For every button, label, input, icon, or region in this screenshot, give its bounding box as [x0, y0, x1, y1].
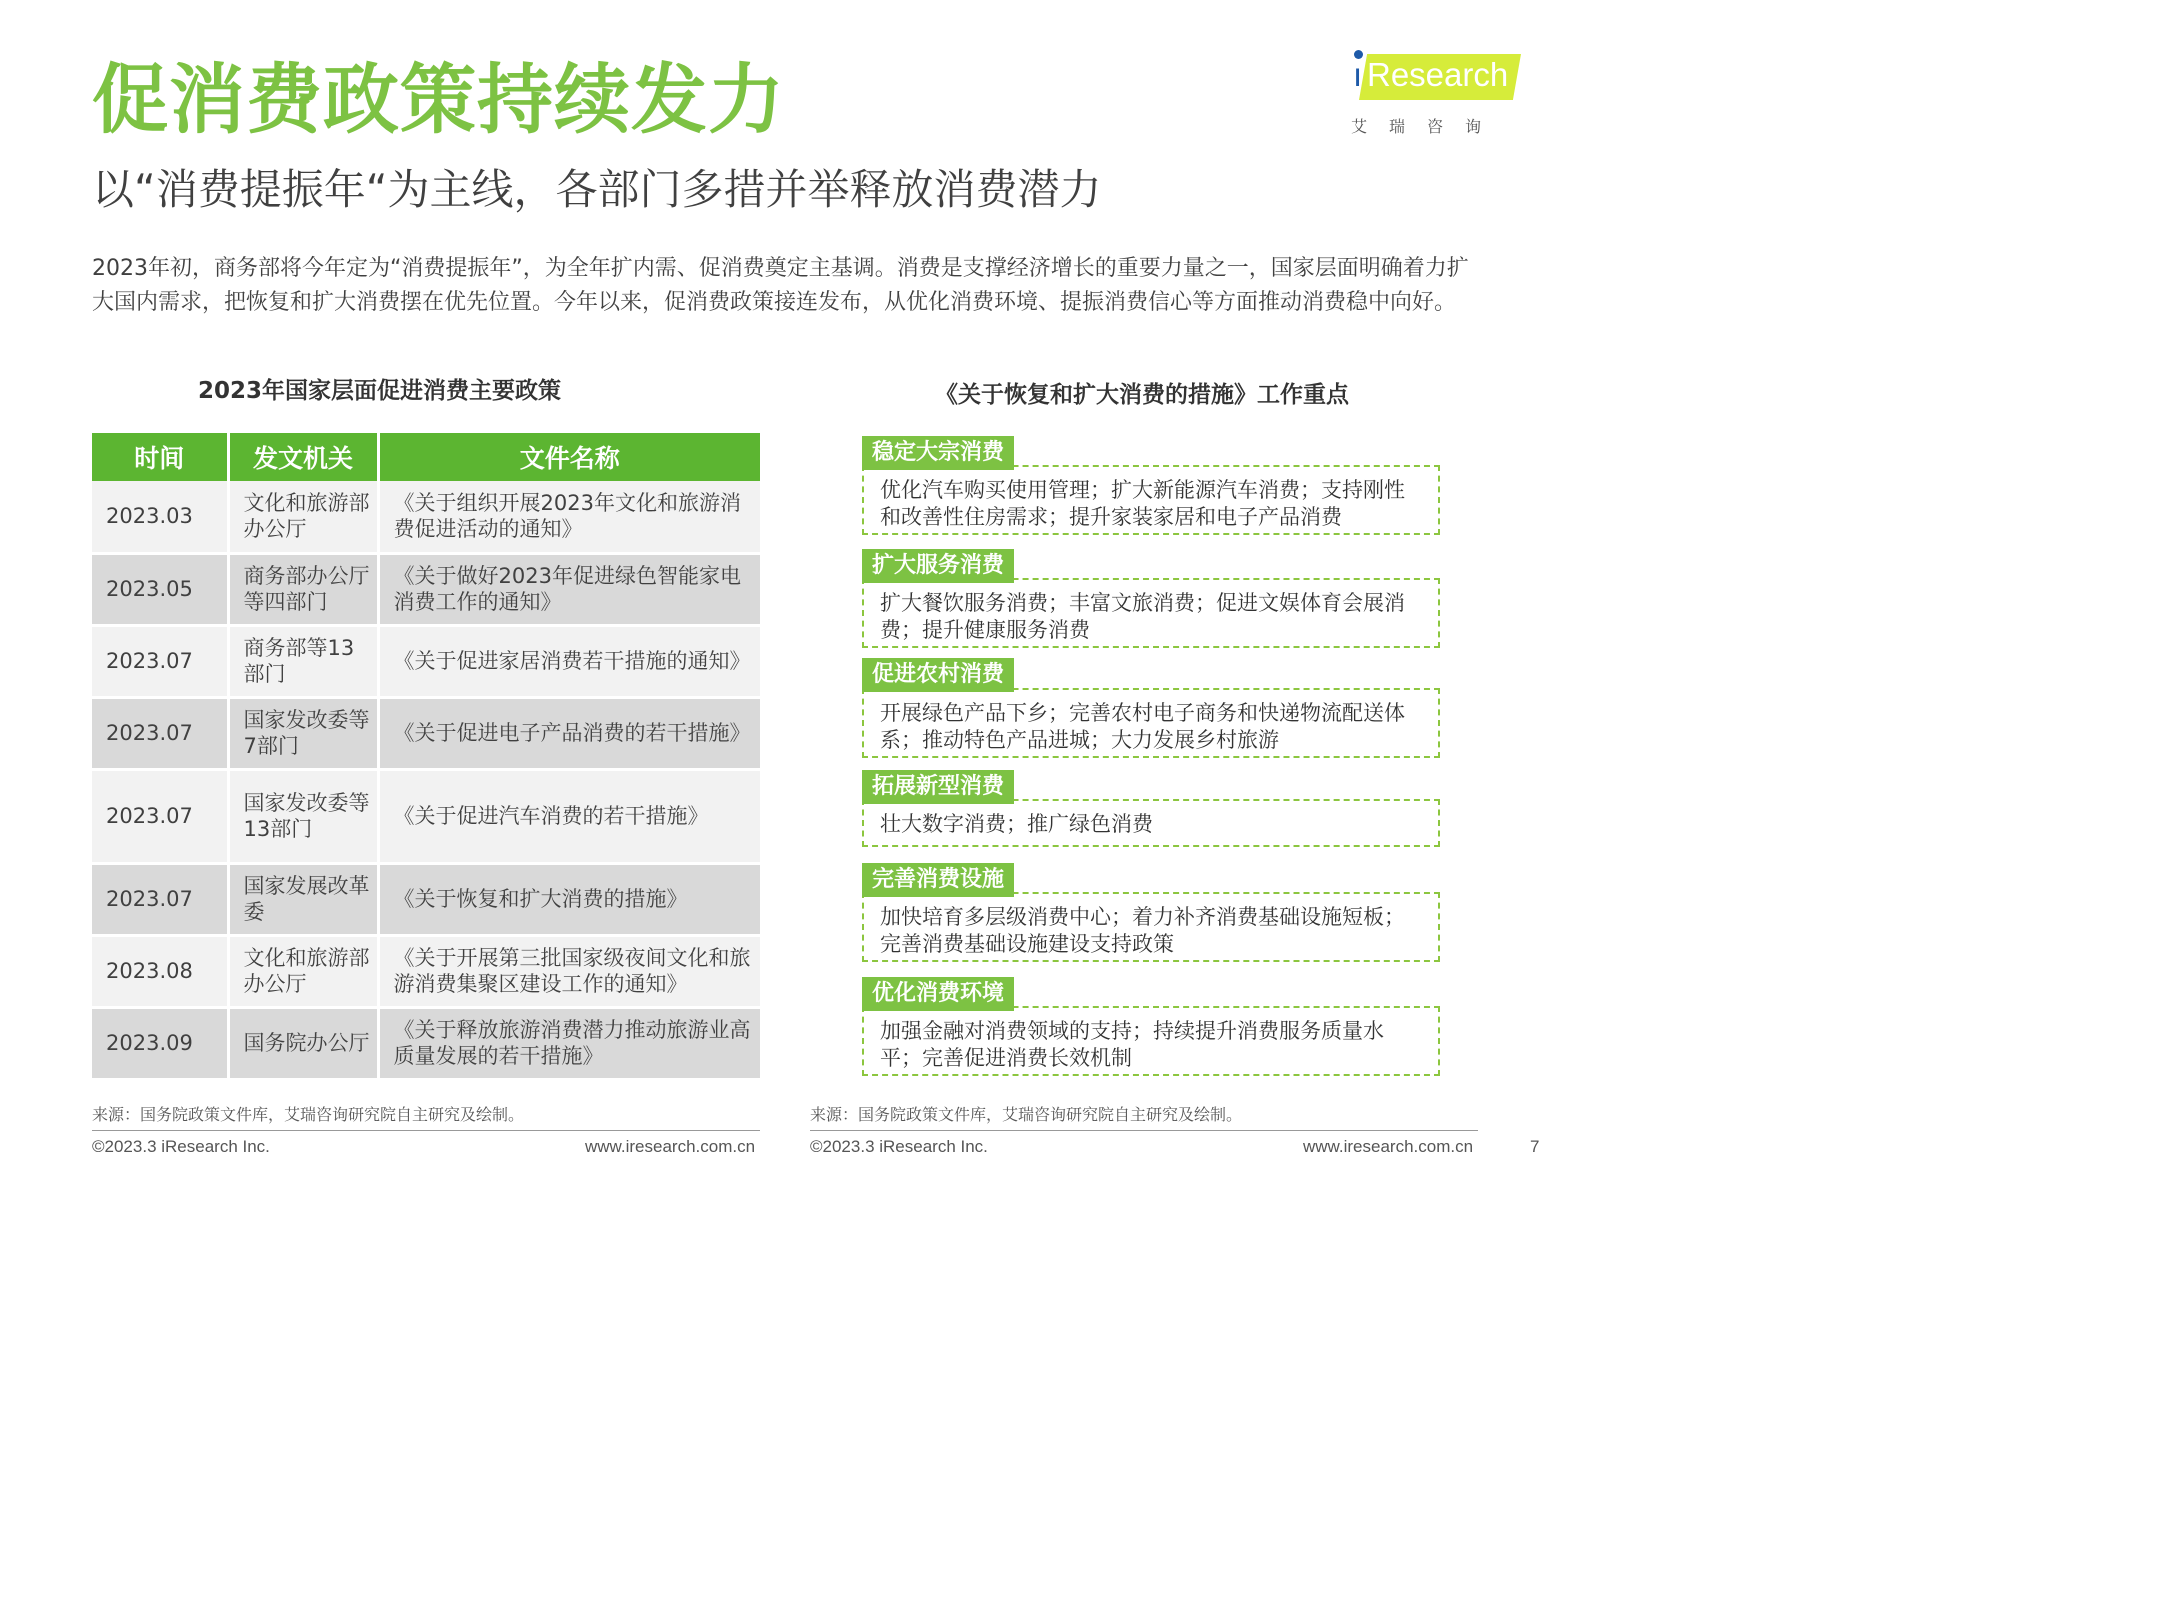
cell-org: 国家发改委等13部门 [228, 769, 378, 863]
measure-box-3: 开展绿色产品下乡；完善农村电子商务和快递物流配送体系；推动特色产品进城；大力发展乡村旅游 [862, 688, 1440, 758]
footer-url-right: www.iresearch.com.cn [1303, 1137, 1474, 1156]
cell-doc: 《关于促进电子产品消费的若干措施》 [378, 697, 760, 769]
footer-divider-right [810, 1130, 1478, 1131]
cell-org: 国家发改委等7部门 [228, 697, 378, 769]
intro-paragraph: 2023年初，商务部将今年定为“消费提振年”，为全年扩内需、促消费奠定主基调。消费是支撑经济增长的重要力量之一，国家层面明确着力扩大国内需求，把恢复和扩大消费摆在优先位置。今年以来，促消费政策接连发布，从优化消费环境、提振消费信心等方面推动消费稳中向好。 [92, 256, 1469, 315]
logo-i-icon: ı [1353, 56, 1363, 93]
cell-doc: 《关于促进汽车消费的若干措施》 [378, 769, 760, 863]
cell-org: 商务部等13部门 [228, 625, 378, 697]
table-row [92, 769, 760, 863]
cell-org: 文化和旅游部办公厅 [228, 935, 378, 1007]
measure-tag-3: 促进农村消费 [862, 658, 1014, 692]
right-source-note: 来源：国务院政策文件库，艾瑞咨询研究院自主研究及绘制。 [810, 1105, 1243, 1124]
cell-date: 2023.09 [92, 1007, 228, 1079]
table-row [92, 553, 760, 625]
cell-org: 文化和旅游部办公厅 [228, 481, 378, 553]
cell-date: 2023.07 [92, 863, 228, 935]
cell-date: 2023.05 [92, 553, 228, 625]
cell-doc: 《关于组织开展2023年文化和旅游消费促进活动的通知》 [378, 481, 760, 553]
measure-box-4: 壮大数字消费；推广绿色消费 [862, 799, 1440, 847]
page-subtitle: 以“消费提振年“为主线，各部门多措并举释放消费潜力 [92, 165, 1102, 214]
right-section-title: 《关于恢复和扩大消费的措施》工作重点 [935, 382, 1349, 408]
footer-copyright-right: ©2023.3 iResearch Inc. [810, 1137, 988, 1156]
page-number: 7 [1530, 1137, 1540, 1156]
cell-org: 商务部办公厅等四部门 [228, 553, 378, 625]
cell-doc: 《关于恢复和扩大消费的措施》 [378, 863, 760, 935]
measure-box-6: 加强金融对消费领域的支持；持续提升消费服务质量水平；完善促进消费长效机制 [862, 1006, 1440, 1076]
cell-doc: 《关于释放旅游消费潜力推动旅游业高质量发展的若干措施》 [378, 1007, 760, 1079]
table-row [92, 697, 760, 769]
cell-date: 2023.07 [92, 769, 228, 863]
measure-tag-1: 稳定大宗消费 [862, 436, 1014, 470]
measure-tag-6: 优化消费环境 [862, 977, 1014, 1011]
cell-date: 2023.07 [92, 625, 228, 697]
cell-org: 国务院办公厅 [228, 1007, 378, 1079]
page-title: 促消费政策持续发力 [92, 55, 785, 144]
measure-tag-4: 拓展新型消费 [862, 770, 1014, 804]
measure-tag-2: 扩大服务消费 [862, 549, 1014, 583]
footer-url-left: www.iresearch.com.cn [585, 1137, 756, 1156]
header-org: 发文机关 [228, 433, 378, 481]
footer-divider-left [92, 1130, 760, 1131]
cell-org: 国家发展改革委 [228, 863, 378, 935]
left-source-note: 来源：国务院政策文件库，艾瑞咨询研究院自主研究及绘制。 [92, 1105, 525, 1124]
logo-cn: 艾瑞咨询 [1351, 117, 1504, 136]
logo-wordmark: Research [1367, 56, 1509, 93]
measure-box-2: 扩大餐饮服务消费；丰富文旅消费；促进文娱体育会展消费；提升健康服务消费 [862, 578, 1440, 648]
cell-date: 2023.03 [92, 481, 228, 553]
iresearch-logo [1345, 50, 1525, 140]
table-row [92, 1007, 760, 1079]
measure-box-1: 优化汽车购买使用管理；扩大新能源汽车消费；支持刚性和改善性住房需求；提升家装家居和电子产品消费 [862, 465, 1440, 535]
measure-tag-5: 完善消费设施 [862, 863, 1014, 897]
header-date: 时间 [92, 433, 228, 481]
cell-doc: 《关于促进家居消费若干措施的通知》 [378, 625, 760, 697]
table-row [92, 625, 760, 697]
table-row [92, 481, 760, 553]
footer-copyright-left: ©2023.3 iResearch Inc. [92, 1137, 270, 1156]
table-row [92, 863, 760, 935]
policy-table [92, 433, 760, 1081]
table-row [92, 935, 760, 1007]
cell-date: 2023.07 [92, 697, 228, 769]
table-header-row [92, 433, 760, 481]
cell-date: 2023.08 [92, 935, 228, 1007]
measure-box-5: 加快培育多层级消费中心；着力补齐消费基础设施短板；完善消费基础设施建设支持政策 [862, 892, 1440, 962]
header-doc: 文件名称 [378, 433, 760, 481]
cell-doc: 《关于开展第三批国家级夜间文化和旅游消费集聚区建设工作的通知》 [378, 935, 760, 1007]
cell-doc: 《关于做好2023年促进绿色智能家电消费工作的通知》 [378, 553, 760, 625]
left-section-title: 2023年国家层面促进消费主要政策 [198, 378, 562, 404]
